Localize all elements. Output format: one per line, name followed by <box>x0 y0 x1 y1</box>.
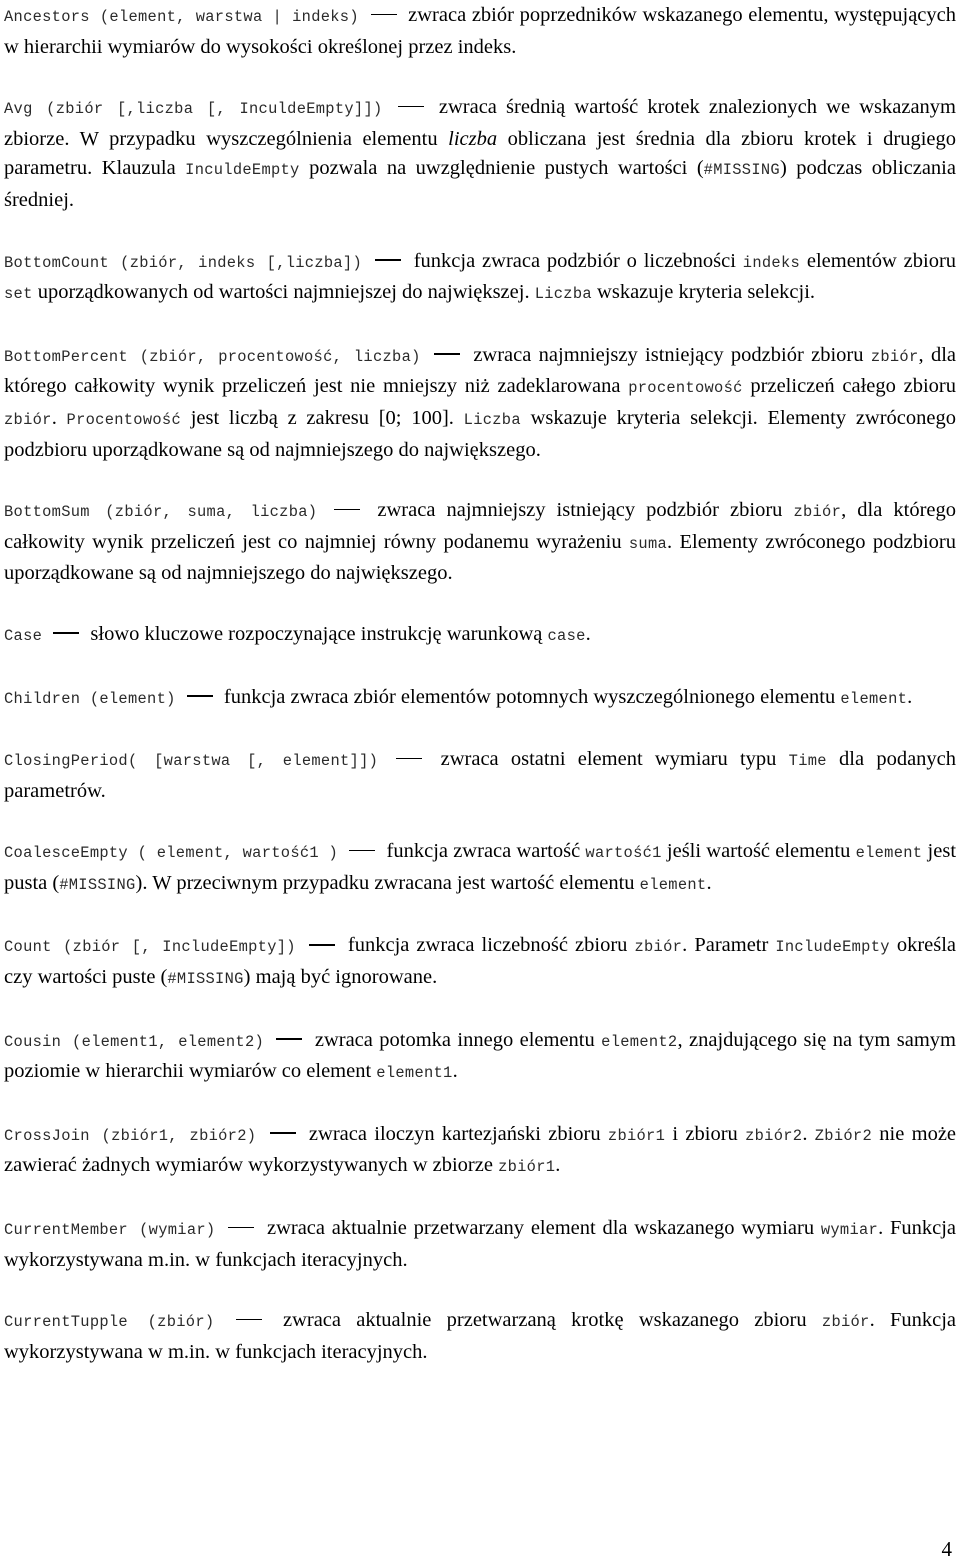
description-text: określa czy wartości puste ( <box>4 934 957 989</box>
function-signature: Children (element) <box>4 689 176 708</box>
description-text: jest pusta ( <box>4 840 957 894</box>
code-term: wartość1 <box>585 844 662 863</box>
dash-separator <box>375 259 401 261</box>
code-term: element2 <box>601 1032 678 1051</box>
dash-separator <box>349 850 375 852</box>
code-term: element <box>639 875 707 894</box>
description-text: , dla którego całkowity wynik przeliczeń jest nie mniejszy niż zadeklarowana <box>4 343 957 398</box>
description-text: i zbioru <box>665 1122 746 1145</box>
dash-separator <box>396 758 422 760</box>
dash-separator <box>236 1319 262 1321</box>
description-text: zwraca ostatni element wymiaru typu <box>440 748 789 771</box>
description-text: elementów zbioru <box>800 249 957 272</box>
code-term: procentowość <box>628 379 743 398</box>
function-signature: Avg (zbiór [,liczba [, InculdeEmpty]]) <box>4 100 383 119</box>
description-text: . <box>706 871 712 894</box>
dash-separator <box>434 353 460 355</box>
dash-separator <box>53 632 79 634</box>
description-text: obliczana jest średnia dla zbioru krotek i drugiego parametru. Klauzula <box>4 127 957 180</box>
italic-term: liczba <box>448 127 498 150</box>
function-reference-list <box>4 0 956 1367</box>
code-term: zbiór <box>4 410 52 429</box>
description-text: , znajdującego się na tym samym poziomie w hierarchii wymiarów co element <box>4 1028 956 1083</box>
code-term: zbiór2 <box>745 1126 803 1145</box>
code-term: #MISSING <box>59 875 136 894</box>
function-signature: BottomSum (zbiór, suma, liczba) <box>4 503 318 522</box>
description-text: słowo kluczowe rozpoczynające instrukcję warunkową <box>90 622 548 645</box>
description-text: przeliczeń całego zbioru <box>742 375 956 398</box>
description-text: . Elementy zwróconego podzbioru uporządkowane są od najmniejszego do największego. <box>4 530 956 585</box>
description-text: ) mają być ignorowane. <box>243 966 438 989</box>
description-text: . <box>802 1122 815 1145</box>
function-signature: CoalesceEmpty ( element, wartość1 ) <box>4 844 339 863</box>
description-text: . <box>585 622 591 645</box>
function-signature: ClosingPeriod( [warstwa [, element]]) <box>4 752 379 771</box>
code-term: #MISSING <box>703 161 780 180</box>
code-term: #MISSING <box>167 970 244 989</box>
function-signature: Count (zbiór [, IncludeEmpty]) <box>4 938 296 957</box>
function-signature: CurrentTupple (zbiór) <box>4 1313 215 1332</box>
description-text: funkcja zwraca podzbiór o liczebności <box>413 249 743 272</box>
description-text: funkcja zwraca liczebność zbioru <box>347 934 635 957</box>
description-text: . Funkcja wykorzystywana m.in. w funkcjach iteracyjnych. <box>4 1217 956 1271</box>
description-text: . Parametr <box>682 934 776 957</box>
description-text: . <box>452 1060 458 1083</box>
code-term: Zbiór2 <box>814 1126 872 1145</box>
entry-avg <box>4 93 956 215</box>
code-term: Procentowość <box>66 410 181 429</box>
function-signature: BottomCount (zbiór, indeks [,liczba]) <box>4 253 362 272</box>
code-term: zbiór <box>634 938 683 957</box>
description-text: zwraca zbiór poprzedników wskazanego elementu, występujących w hierarchii wymiarów do wysokości określonej przez indeks. <box>4 4 957 58</box>
function-signature: Ancestors (element, warstwa | indeks) <box>4 8 359 26</box>
description-text: nie może zawierać żadnych wymiarów wykorzystywanych w zbiorze <box>4 1122 957 1177</box>
description-text: ) podczas obliczania średniej. <box>4 157 956 211</box>
dash-separator <box>334 509 360 511</box>
description-text: zwraca aktualnie przetwarzany element dla wskazanego wymiaru <box>266 1217 821 1240</box>
code-term: zbiór1 <box>607 1126 666 1145</box>
entry-count <box>4 931 956 994</box>
code-term: zbiór <box>793 503 842 522</box>
code-term: IncludeEmpty <box>775 938 890 957</box>
entry-closingperiod <box>4 745 956 806</box>
dash-separator <box>187 695 213 697</box>
code-term: zbiór <box>821 1313 870 1332</box>
dash-separator <box>309 944 335 946</box>
function-signature: CurrentMember (wymiar) <box>4 1221 216 1240</box>
description-text: wskazuje kryteria selekcji. Elementy zwróconego podzbioru uporządkowane są od najmniejszego do największego. <box>4 406 956 461</box>
code-term: zbiór <box>870 347 919 366</box>
entry-bottompercent <box>4 341 956 465</box>
description-text: jeśli wartość elementu <box>661 840 856 863</box>
entry-bottomcount <box>4 247 956 310</box>
code-term: Liczba <box>534 285 592 304</box>
entry-bottomsum <box>4 496 956 589</box>
description-text: zwraca aktualnie przetwarzaną krotkę wskazanego zbioru <box>282 1309 822 1332</box>
entry-ancestors <box>4 1 956 62</box>
dash-separator <box>270 1132 296 1134</box>
function-signature: Case <box>4 626 43 645</box>
description-text: pozwala na uwzględnienie pustych wartości ( <box>299 157 704 180</box>
dash-separator <box>228 1227 254 1229</box>
description-text: dla podanych parametrów. <box>4 748 957 802</box>
code-term: case <box>547 626 586 645</box>
description-text: funkcja zwraca wartość <box>386 840 586 863</box>
entry-case <box>4 620 956 652</box>
entry-cousin <box>4 1026 956 1089</box>
description-text: uporządkowanych od wartości najmniejszej do największej. <box>32 281 535 304</box>
description-text: . <box>555 1154 561 1177</box>
entry-coalesceempty <box>4 837 956 900</box>
function-signature: CrossJoin (zbiór1, zbiór2) <box>4 1126 257 1145</box>
code-term: zbiór1 <box>498 1158 556 1177</box>
page-number: 4 <box>941 1537 952 1561</box>
description-text: zwraca najmniejszy istniejący podzbiór zbioru <box>473 343 871 366</box>
entry-currentmember <box>4 1214 956 1275</box>
description-text: wskazuje kryteria selekcji. <box>591 281 816 304</box>
description-text: zwraca potomka innego elementu <box>314 1028 602 1051</box>
description-text: . Funkcja wykorzystywana w m.in. w funkcjach iteracyjnych. <box>4 1309 957 1363</box>
code-term: Time <box>788 752 827 771</box>
dash-separator <box>371 14 397 16</box>
code-term: suma <box>628 534 668 553</box>
code-term: set <box>4 285 33 304</box>
function-signature: BottomPercent (zbiór, procentowość, liczba) <box>4 347 421 366</box>
description-text: ). W przeciwnym przypadku zwracana jest wartość elementu <box>135 871 640 894</box>
code-term: element <box>840 689 908 708</box>
code-term: element1 <box>376 1064 453 1083</box>
function-signature: Cousin (element1, element2) <box>4 1032 265 1051</box>
entry-currenttupple <box>4 1306 956 1367</box>
description-text: zwraca iloczyn kartezjański zbioru <box>308 1122 608 1145</box>
description-text: . <box>51 406 67 429</box>
dash-separator <box>398 106 424 108</box>
code-term: InculdeEmpty <box>185 161 300 180</box>
entry-children <box>4 683 956 715</box>
description-text: jest liczbą z zakresu [0; 100]. <box>180 406 464 429</box>
code-term: Liczba <box>463 410 521 429</box>
description-text: , dla którego całkowity wynik przeliczeń jest co najmniej równy podanemu wyrażeniu <box>4 499 956 553</box>
dash-separator <box>276 1038 302 1040</box>
code-term: element <box>855 844 923 863</box>
description-text: funkcja zwraca zbiór elementów potomnych wyszczególnionego elementu <box>223 685 841 708</box>
description-text: zwraca średnią wartość krotek znalezionych we wskazanym zbiorze. W przypadku wyszczególnienia elementu <box>4 96 956 150</box>
entry-crossjoin <box>4 1120 956 1183</box>
description-text: . <box>907 685 913 708</box>
code-term: indeks <box>742 253 801 272</box>
description-text: zwraca najmniejszy istniejący podzbiór zbioru <box>377 499 794 522</box>
code-term: wymiar <box>820 1221 879 1240</box>
